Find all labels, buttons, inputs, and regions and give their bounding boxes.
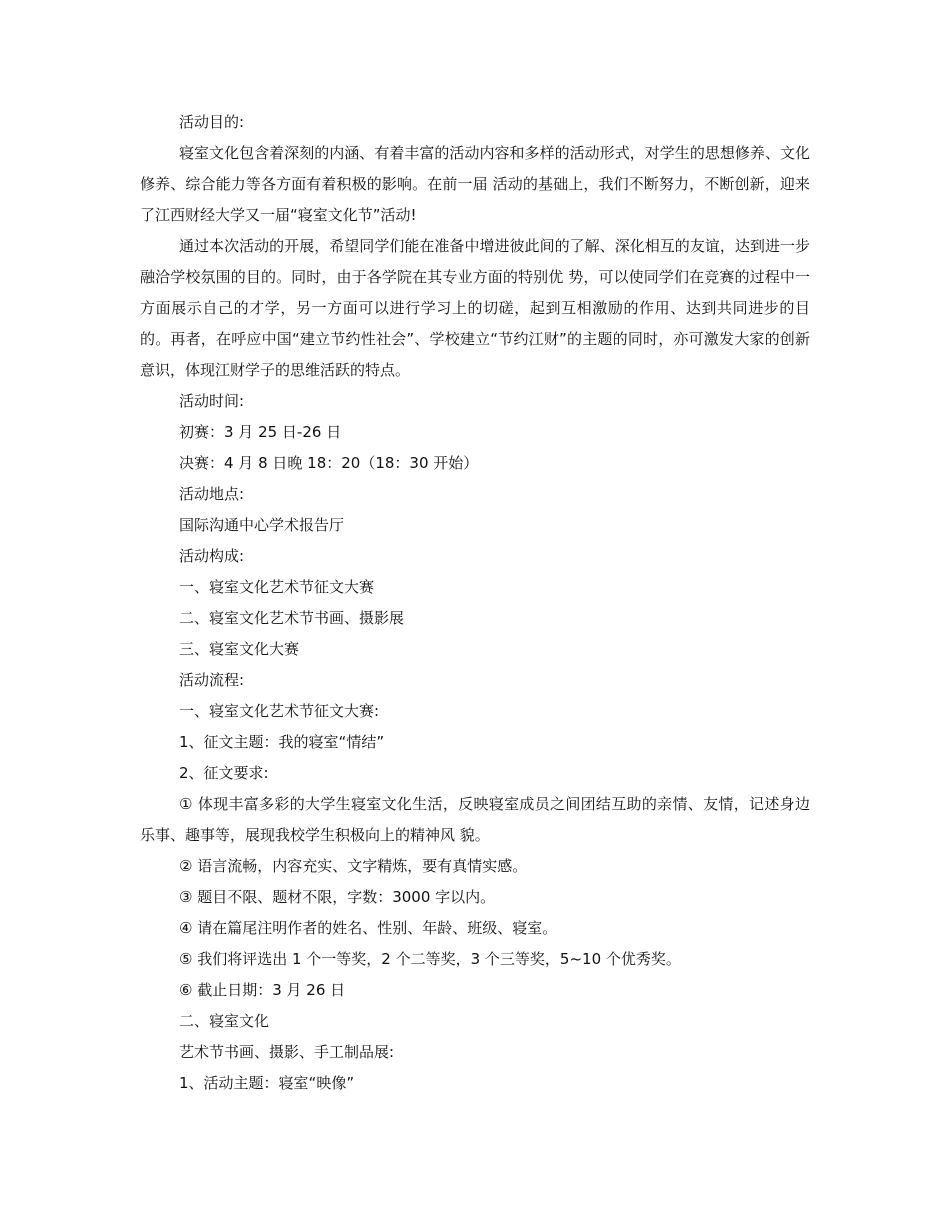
- requirement-3: ③ 题目不限、题材不限，字数：3000 字以内。: [179, 888, 496, 906]
- requirement-2: ② 语言流畅，内容充实、文字精炼，要有真情实感。: [179, 857, 528, 875]
- purpose-paragraph-2: 通过本次活动的开展，希望同学们能在准备中增进彼此间的了解、深化相互的友谊，达到进一步融洽学校氛围的目的。同时，由于各学院在其专业方面的特别优 势，可以使同学们在竞赛的过程中一方面展示自己的才学，另一方面可以进行学习上的切磋，起到互相激励的作用、达到共同进步的目的。再者，在呼应中国“建立节约性社会”、学校建立“节约江财”的主题的同时，亦可激发大家的创新意识，体现江财学子的思维活跃的特点。: [140, 237, 810, 379]
- venue-text: 国际沟通中心学术报告厅: [179, 516, 345, 534]
- time-heading: 活动时间:: [179, 392, 245, 410]
- structure-item: 三、寝室文化大赛: [179, 640, 300, 658]
- final-date: 决赛：4 月 8 日晚 18：20（18：30 开始）: [179, 454, 479, 472]
- requirement-6: ⑥ 截止日期：3 月 26 日: [179, 981, 346, 999]
- structure-item: 二、寝室文化艺术节书画、摄影展: [179, 609, 405, 627]
- requirement-4: ④ 请在篇尾注明作者的姓名、性别、年龄、班级、寝室。: [179, 919, 558, 937]
- document-page: [140, 107, 810, 1099]
- flow-heading: 活动流程:: [179, 671, 245, 689]
- essay-requirements-heading: 2、征文要求:: [179, 764, 269, 782]
- essay-theme: 1、征文主题：我的寝室“情结”: [179, 733, 385, 751]
- exhibit-theme: 1、活动主题：寝室“映像”: [179, 1074, 355, 1092]
- exhibit-heading: 艺术节书画、摄影、手工制品展:: [179, 1043, 395, 1061]
- structure-item: 一、寝室文化艺术节征文大赛: [179, 578, 375, 596]
- purpose-heading: 活动目的:: [179, 113, 245, 131]
- culture-heading: 二、寝室文化: [179, 1012, 270, 1030]
- prelim-date: 初赛：3 月 25 日-26 日: [179, 423, 342, 441]
- purpose-paragraph-1: 寝室文化包含着深刻的内涵、有着丰富的活动内容和多样的活动形式，对学生的思想修养、文化修养、综合能力等各方面有着积极的影响。在前一届 活动的基础上，我们不断努力，不断创新，迎来了江西财经大学又一届“寝室文化节”活动!: [140, 144, 810, 224]
- requirement-5: ⑤ 我们将评选出 1 个一等奖，2 个二等奖，3 个三等奖，5~10 个优秀奖。: [179, 950, 681, 968]
- structure-heading: 活动构成:: [179, 547, 245, 565]
- essay-heading: 一、寝室文化艺术节征文大赛:: [179, 702, 380, 720]
- requirement-1: ① 体现丰富多彩的大学生寝室文化生活，反映寝室成员之间团结互助的亲情、友情，记述身边乐事、趣事等，展现我校学生积极向上的精神风 貌。: [140, 795, 810, 844]
- venue-heading: 活动地点:: [179, 485, 245, 503]
